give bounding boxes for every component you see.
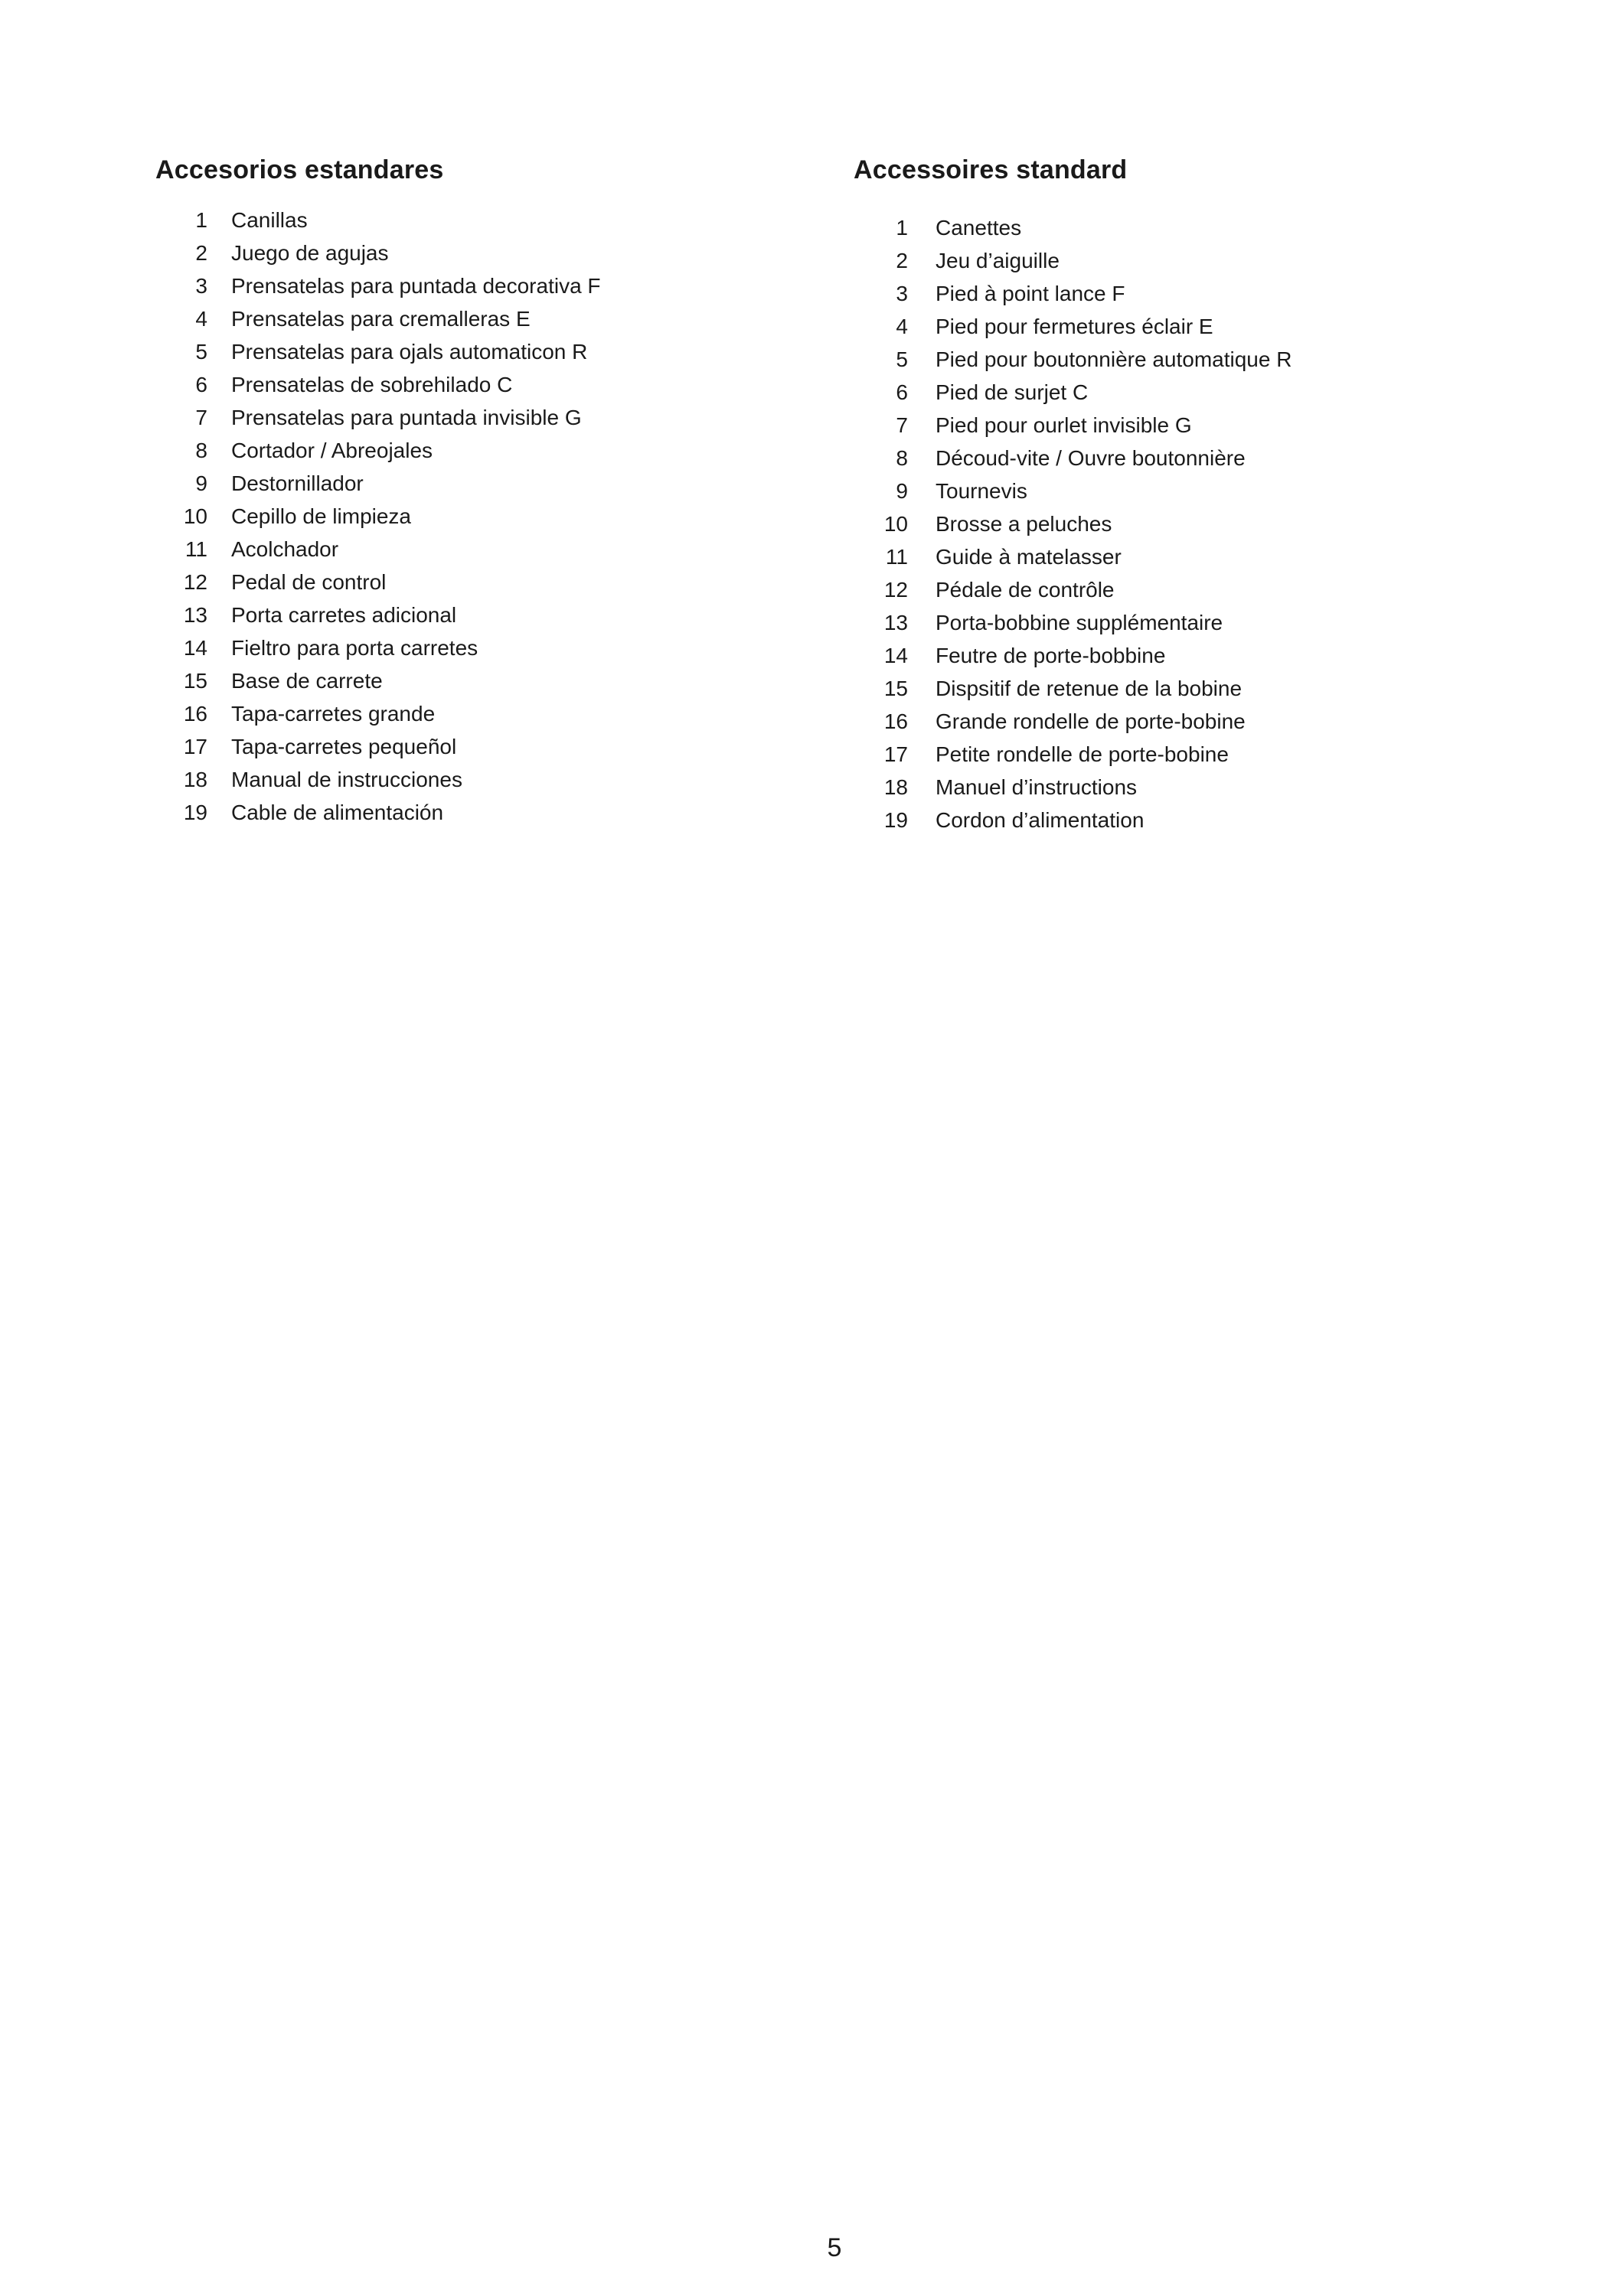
list-item [155, 335, 601, 368]
list-item [854, 804, 1292, 837]
list-item [155, 533, 601, 566]
item-number: 10 [883, 511, 908, 536]
item-label: Pied pour boutonnière automatique R [936, 347, 1292, 371]
item-label: Dispsitif de retenue de la bobine [936, 676, 1243, 700]
item-number: 2 [195, 240, 207, 265]
item-label: Jeu d’aiguille [936, 248, 1060, 272]
item-number: 7 [195, 405, 207, 429]
list-item [155, 796, 601, 829]
list-item [155, 500, 601, 533]
item-label: Cordon d’alimentation [936, 807, 1145, 832]
list-item [155, 467, 601, 500]
item-label: Pied pour ourlet invisible G [936, 413, 1192, 437]
item-number: 17 [183, 734, 207, 758]
french-accessories-section [854, 155, 1292, 837]
item-label: Fieltro para porta carretes [231, 635, 478, 660]
item-number: 9 [896, 478, 908, 503]
item-label: Cable de alimentación [231, 800, 444, 824]
list-item [854, 442, 1292, 475]
list-item [854, 738, 1292, 771]
list-item [854, 244, 1292, 277]
list-item [854, 211, 1292, 244]
item-number: 16 [883, 709, 908, 733]
list-item [155, 631, 601, 664]
item-number: 18 [183, 767, 207, 791]
item-label: Tournevis [936, 478, 1027, 503]
item-number: 14 [183, 635, 207, 660]
item-label: Prensatelas para cremalleras E [231, 306, 531, 331]
spanish-accessory-list [155, 204, 601, 829]
item-number: 14 [883, 643, 908, 667]
page-number: 5 [827, 2233, 842, 2262]
list-item [854, 343, 1292, 376]
list-item [854, 771, 1292, 804]
item-label: Cepillo de limpieza [231, 504, 412, 528]
item-number: 10 [183, 504, 207, 528]
list-item [854, 540, 1292, 573]
item-number: 11 [885, 544, 908, 569]
item-label: Base de carrete [231, 668, 383, 693]
item-label: Destornillador [231, 471, 364, 495]
list-item [155, 434, 601, 467]
item-number: 5 [896, 347, 908, 371]
list-item [854, 376, 1292, 409]
list-item [155, 302, 601, 335]
item-label: Brosse a peluches [936, 511, 1112, 536]
item-number: 3 [896, 281, 908, 305]
item-number: 3 [195, 273, 207, 298]
item-number: 4 [195, 306, 207, 331]
list-item [854, 573, 1292, 606]
item-label: Prensatelas para puntada decorativa F [231, 273, 601, 298]
item-number: 9 [195, 471, 207, 495]
list-item [155, 730, 601, 763]
item-number: 15 [183, 668, 207, 693]
list-item [854, 310, 1292, 343]
item-number: 12 [183, 569, 207, 594]
list-item [155, 697, 601, 730]
item-label: Pédale de contrôle [936, 577, 1115, 602]
item-label: Prensatelas de sobrehilado C [231, 372, 513, 396]
item-label: Tapa-carretes pequeñol [231, 734, 457, 758]
item-label: Guide à matelasser [936, 544, 1122, 569]
item-label: Manual de instrucciones [231, 767, 462, 791]
item-label: Porta-bobbine supplémentaire [936, 610, 1223, 634]
list-item [155, 763, 601, 796]
item-number: 6 [896, 380, 908, 404]
list-item [854, 277, 1292, 310]
list-item [854, 639, 1292, 672]
list-item [155, 598, 601, 631]
item-number: 8 [896, 445, 908, 470]
list-item [854, 409, 1292, 442]
item-number: 6 [195, 372, 207, 396]
item-label: Prensatelas para puntada invisible G [231, 405, 582, 429]
list-item [155, 236, 601, 269]
item-number: 1 [896, 215, 908, 240]
item-label: Manuel d’instructions [936, 775, 1138, 799]
list-item [854, 475, 1292, 507]
item-number: 7 [896, 413, 908, 437]
list-item [155, 664, 601, 697]
item-label: Pedal de control [231, 569, 387, 594]
item-number: 1 [195, 207, 207, 232]
list-item [854, 672, 1292, 705]
french-accessory-list [854, 211, 1292, 837]
item-number: 12 [883, 577, 908, 602]
list-item [155, 269, 601, 302]
item-label: Feutre de porte-bobbine [936, 643, 1166, 667]
item-label: Cortador / Abreojales [231, 438, 433, 462]
item-label: Pied pour fermetures éclair E [936, 314, 1213, 338]
list-item [854, 606, 1292, 639]
list-item [155, 401, 601, 434]
item-label: Découd-vite / Ouvre boutonnière [936, 445, 1246, 470]
item-number: 18 [883, 775, 908, 799]
item-number: 13 [183, 602, 207, 627]
item-label: Petite rondelle de porte-bobine [936, 742, 1229, 766]
item-number: 8 [195, 438, 207, 462]
item-label: Pied à point lance F [936, 281, 1125, 305]
list-item [854, 705, 1292, 738]
item-label: Tapa-carretes grande [231, 701, 436, 726]
item-label: Canettes [936, 215, 1022, 240]
item-number: 19 [183, 800, 207, 824]
spanish-heading: Accesorios estandares [155, 155, 444, 184]
list-item [155, 204, 601, 236]
item-label: Grande rondelle de porte-bobine [936, 709, 1246, 733]
item-label: Prensatelas para ojals automaticon R [231, 339, 588, 364]
spanish-accessories-section [155, 155, 601, 829]
item-number: 17 [883, 742, 908, 766]
item-number: 2 [896, 248, 908, 272]
list-item [155, 566, 601, 598]
item-number: 15 [883, 676, 908, 700]
item-number: 16 [183, 701, 207, 726]
item-label: Canillas [231, 207, 308, 232]
item-label: Pied de surjet C [936, 380, 1089, 404]
list-item [854, 507, 1292, 540]
item-number: 5 [195, 339, 207, 364]
item-number: 19 [883, 807, 908, 832]
list-item [155, 368, 601, 401]
item-number: 4 [896, 314, 908, 338]
item-number: 11 [185, 536, 207, 561]
item-label: Porta carretes adicional [231, 602, 457, 627]
item-label: Juego de agujas [231, 240, 389, 265]
item-number: 13 [883, 610, 908, 634]
french-heading: Accessoires standard [854, 155, 1128, 184]
item-label: Acolchador [231, 536, 339, 561]
